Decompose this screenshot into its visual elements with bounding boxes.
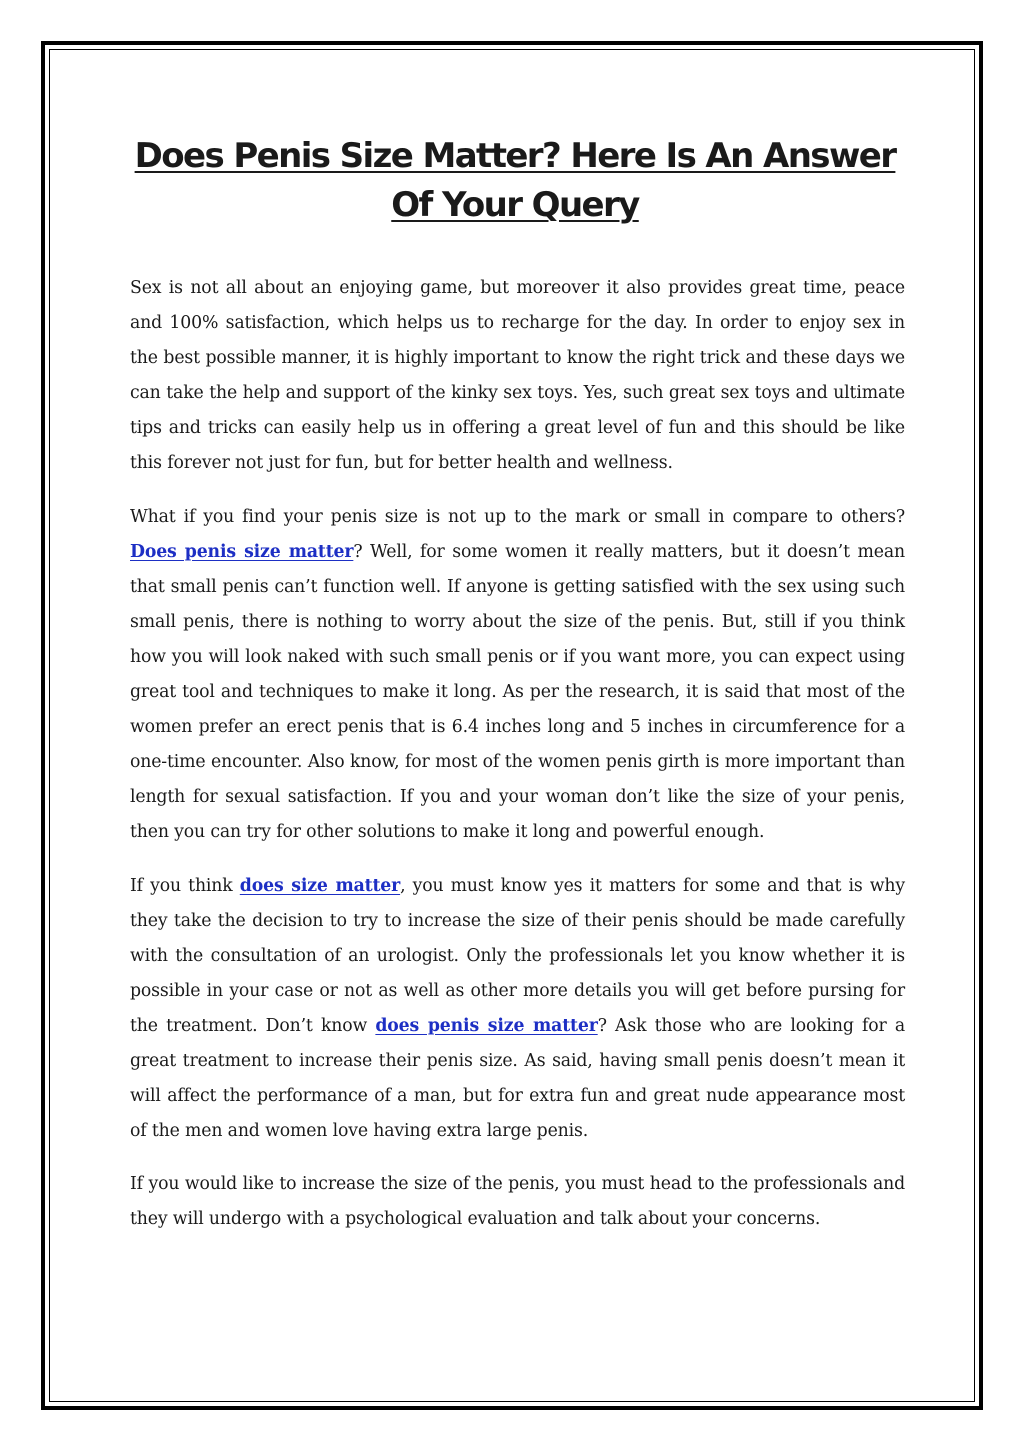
paragraph-3-text-middle: , you must know yes it matters for some and that is why they take the decision to try to increase the size of their penis should be made carefully with the consultation of an urologist. Only the professionals let you know whether it is possible in your case or not as well as other more details you will get before pursing for the treatment. Don’t know <box>130 875 905 1036</box>
page-border-outer <box>41 41 983 1410</box>
paragraph-4: If you would like to increase the size of the penis, you must head to the professionals and they will undergo with a psychological evaluation and talk about your concerns. <box>130 1174 905 1230</box>
document-body <box>130 271 905 1255</box>
paragraph-2-text-start: What if you find your penis size is not up to the mark or small in compare to others? <box>130 506 905 527</box>
does-size-matter-link[interactable]: does size matter <box>239 875 401 896</box>
paragraph-3-text-end: ? Ask those who are looking for a great treatment to increase their penis size. As said, having small penis doesn’t mean it will affect the performance of a man, but for extra fun and great nude appearance most of the men and women love having extra large penis. <box>130 1015 905 1142</box>
document-title <box>122 132 908 230</box>
document-title-line-2: Of Your Query <box>391 185 639 225</box>
paragraph-3 <box>130 869 905 1150</box>
does-penis-size-matter-link-2[interactable]: does penis size matter <box>375 1015 598 1036</box>
paragraph-3-text-start: If you think <box>130 875 240 896</box>
paragraph-2 <box>130 500 905 851</box>
does-penis-size-matter-link[interactable]: Does penis size matter <box>130 541 354 562</box>
document-title-line-1: Does Penis Size Matter? Here Is An Answer <box>134 136 896 176</box>
paragraph-1: Sex is not all about an enjoying game, but moreover it also provides great time, peace and 100% satisfaction, which helps us to recharge for the day. In order to enjoy sex in the best possible manner, it is highly important to know the right trick and these days we can take the help and support of the kinky sex toys. Yes, such great sex toys and ultimate tips and tricks can easily help us in offering a great level of fun and this should be like this forever not just for fun, but for better health and wellness. <box>130 278 905 474</box>
page-border-inner <box>49 49 975 1402</box>
paragraph-2-text-end: ? Well, for some women it really matters, but it doesn’t mean that small penis can’t function well. If anyone is getting satisfied with the sex using such small penis, there is nothing to worry about the size of the penis. But, still if you think how you will look naked with such small penis or if you want more, you can expect using great tool and techniques to make it long. As per the research, it is said that most of the women prefer an erect penis that is 6.4 inches long and 5 inches in circumference for a one-time encounter. Also know, for most of the women penis girth is more important than length for sexual satisfaction. If you and your woman don’t like the size of your penis, then you can try for other solutions to make it long and powerful enough. <box>130 541 905 843</box>
